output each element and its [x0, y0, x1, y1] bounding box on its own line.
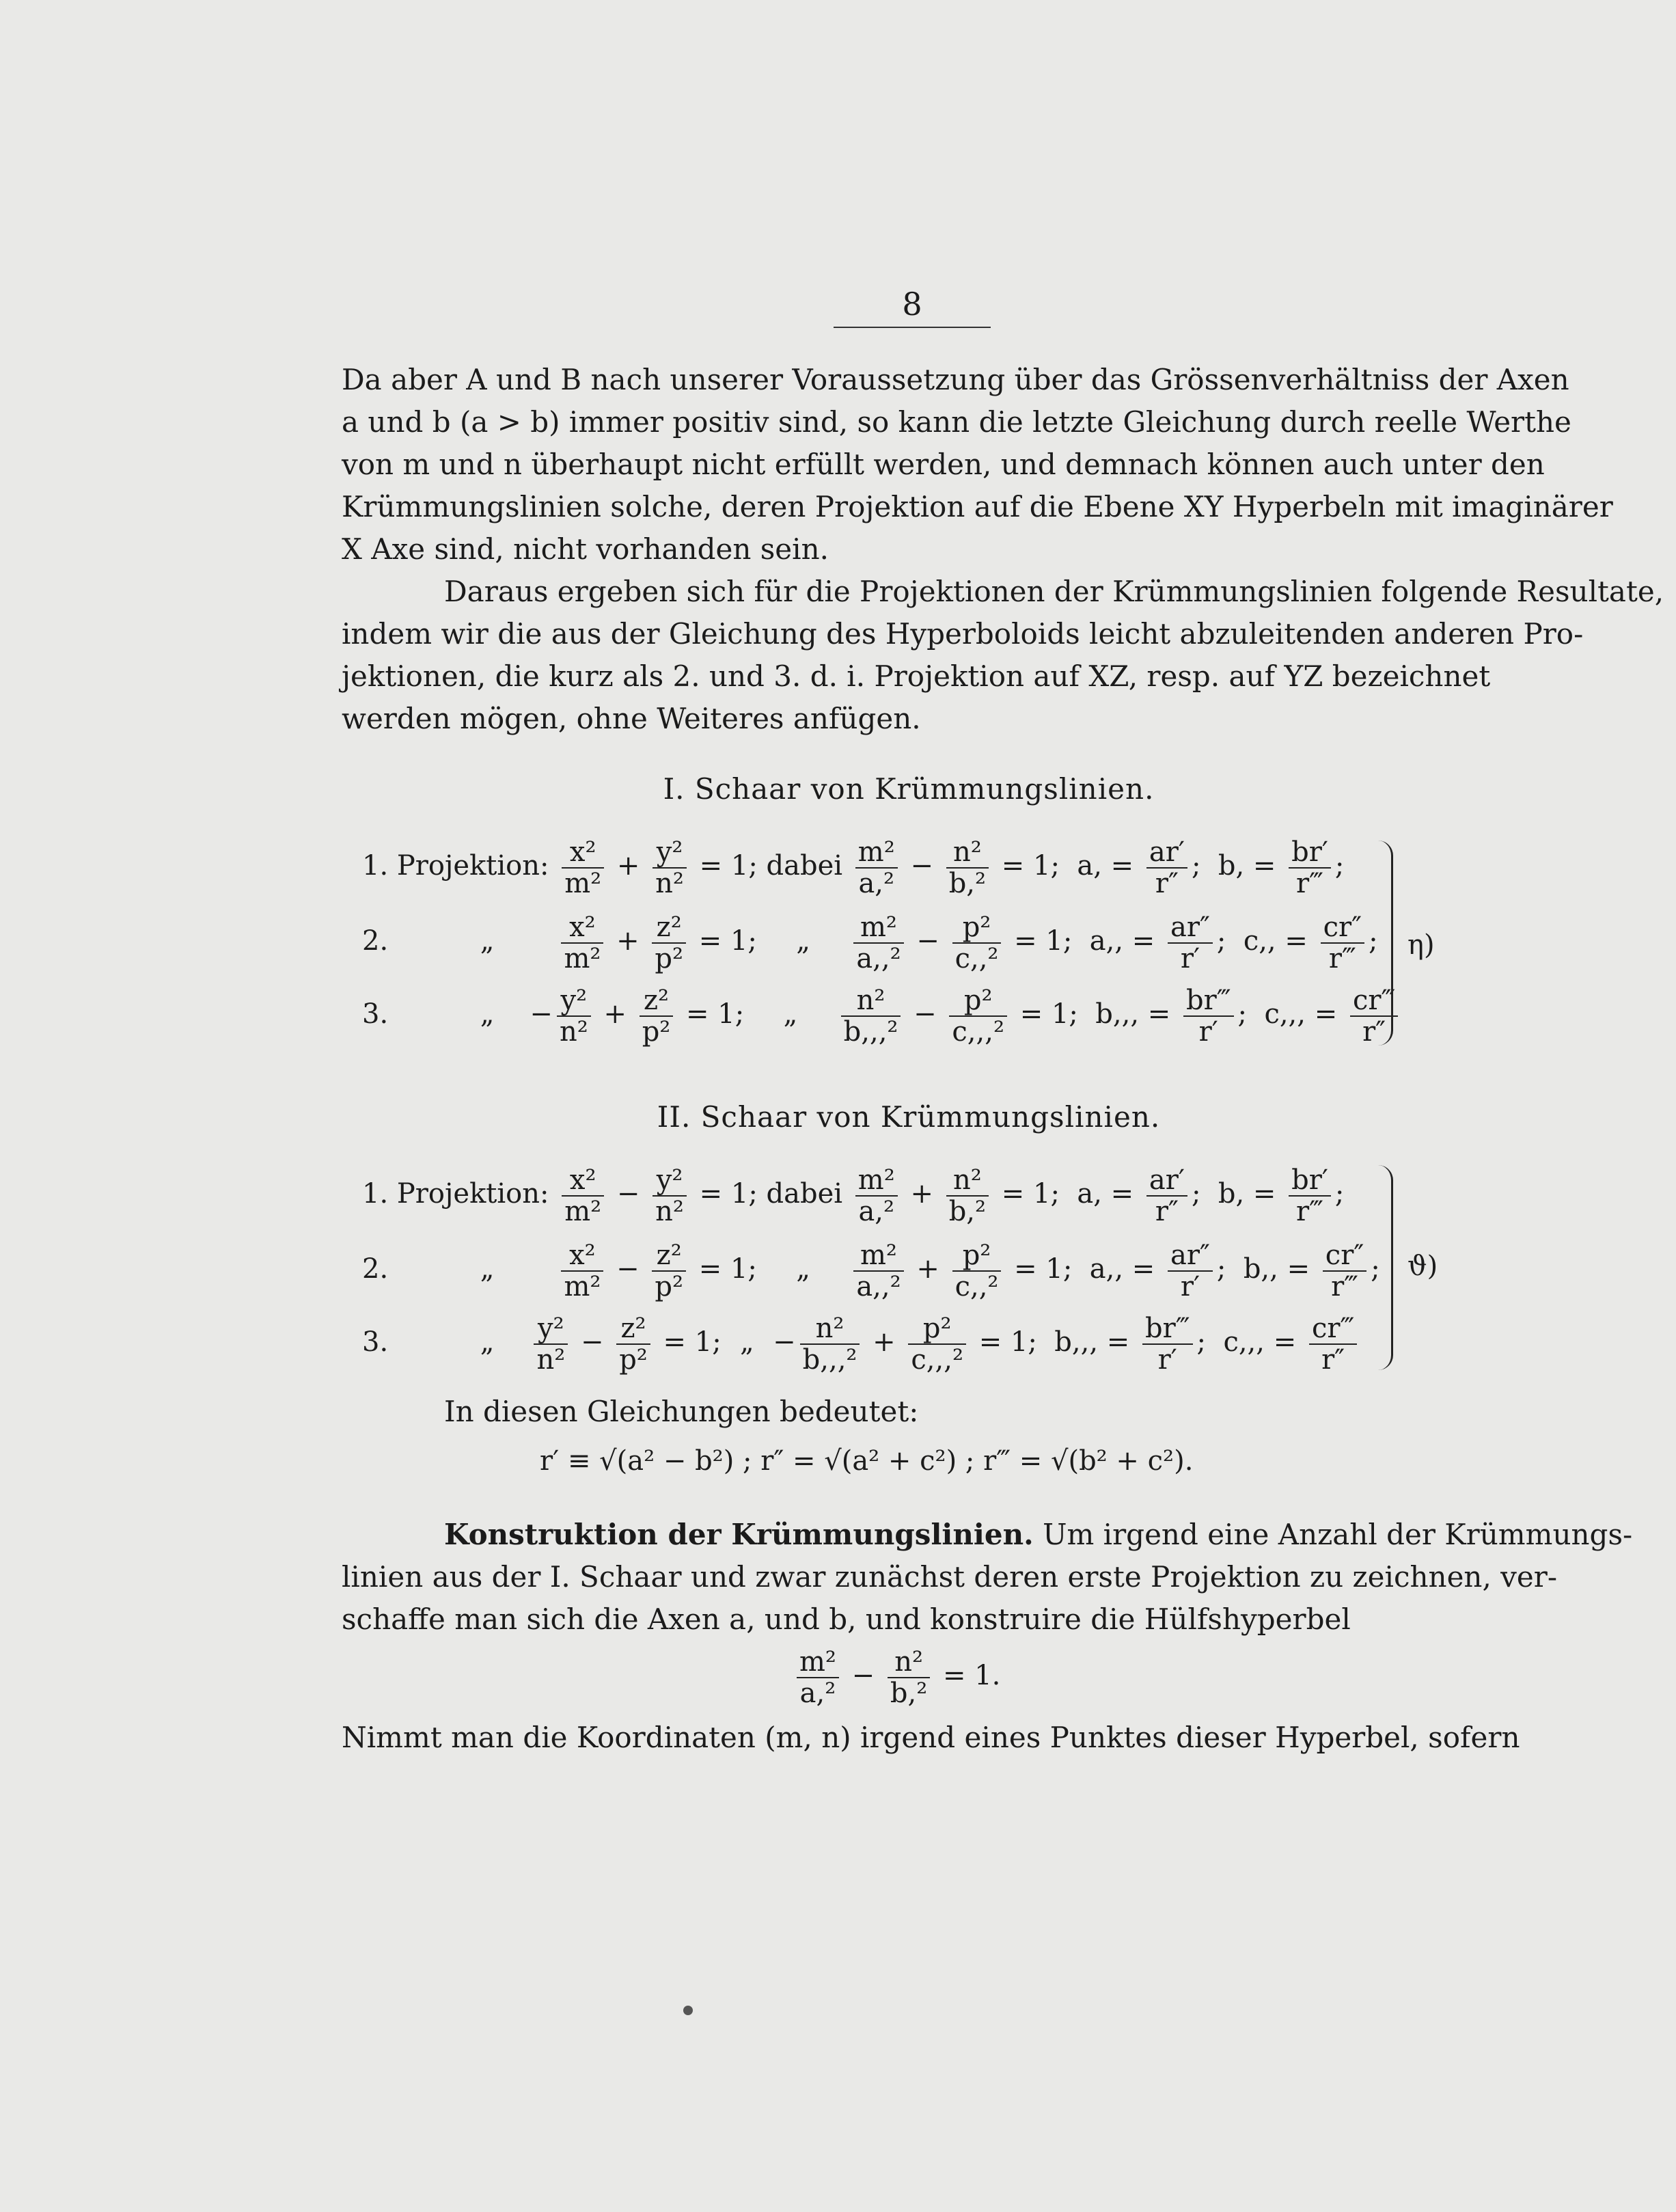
equation-tag: ϑ) [1407, 1251, 1438, 1282]
equation-label: 3. [362, 1326, 389, 1358]
paragraph-3 [342, 1514, 1633, 1641]
right-brace [1373, 1165, 1393, 1370]
equation-s2-row2: 2. „ $\frac{\text{x²}}{\text{m²}}$ − $\frac{\text{z²}}{\text{p²}}$ = 1; „ $\frac{\text{m²}}{\text{a,,²}}$ + $\frac{\text{p²}}{\text{c,,²}}$ = 1; a,, = $\frac{ar''}{r'}$ ; b,, = $\frac{cr''}{r‴}$ ; [362, 1240, 1380, 1302]
text-line: indem wir die aus der Gleichung des Hyperboloids leicht abzuleitenden anderen Pro- [342, 617, 1584, 651]
page-number: 8 [834, 286, 991, 328]
text-line: In diesen Gleichungen bedeutet: [444, 1395, 919, 1428]
text-line: werden mögen, ohne Weiteres anfügen. [342, 702, 921, 735]
text-line: Krümmungslinien solche, deren Projektion auf die Ebene XY Hyperbeln mit imaginärer [342, 490, 1613, 523]
text-line [342, 1514, 1633, 1556]
text-line: Nimmt man die Koordinaten (m, n) irgend eines Punktes dieser Hyperbel, sofern [342, 1721, 1520, 1754]
r-definition: r′ ≡ √(a² − b²) ; r″ = √(a² + c²) ; r‴ = √(b² + c²). [540, 1445, 1194, 1477]
equation-s1-row2: 2. „ $\frac{\text{x²}}{\text{m²}}$ + $\frac{\text{z²}}{\text{p²}}$ = 1; „ $\frac{\text{m²}}{\text{a,,²}}$ − $\frac{\text{p²}}{\text{c,,²}}$ = 1; a,, = $\frac{ar''}{r'}$ ; c,, = $\frac{cr''}{r‴}$ ; [362, 912, 1378, 974]
paragraph-4 [342, 1717, 1520, 1759]
equation-s2-row1: 1. Projektion: $\frac{\text{x²}}{\text{m²}}$ − $\frac{\text{y²}}{\text{n²}}$ = 1; dabei $\frac{\text{m²}}{\text{a,²}}$ + $\frac{\text{n²}}{\text{b,²}}$ = 1; a, = $\frac{ar'}{r''}$ ; b, = $\frac{br'}{r‴}$ ; [362, 1164, 1345, 1227]
ditto-mark: „ [740, 1326, 754, 1358]
ink-spot [683, 2006, 693, 2015]
text-line: Daraus ergeben sich für die Projektionen der Krümmungslinien folgende Resultate, [444, 575, 1664, 608]
text-line: linien aus der I. Schaar und zwar zunächst deren erste Projektion zu zeichnen, ver- [342, 1560, 1558, 1594]
bold-heading: Konstruktion der Krümmungslinien. [444, 1518, 1034, 1551]
equation-label: 2. [362, 925, 389, 957]
equation-s1-row3: 3. „ − $\frac{\text{y²}}{\text{n²}}$ + $\frac{\text{z²}}{\text{p²}}$ = 1; „ $\frac{\text{n²}}{\text{b,,,²}}$ − $\frac{\text{p²}}{\text{c,,,²}}$ = 1; b,,, = $\frac{br‴}{r'}$ ; c,,, = $\frac{cr‴}{r''}$ [362, 985, 1402, 1047]
dabei-word: dabei [766, 1178, 843, 1210]
ditto-mark: „ [480, 998, 495, 1030]
text-line: schaffe man sich die Axen a, und b, und konstruire die Hülfshyperbel [342, 1602, 1351, 1636]
paragraph-2 [342, 571, 1664, 740]
ditto-mark: „ [796, 1253, 810, 1285]
text-line: Da aber A und B nach unserer Voraussetzung über das Grössenverhältniss der Axen [342, 363, 1569, 396]
text-line: von m und n überhaupt nicht erfüllt werden, und demnach können auch unter den [342, 448, 1545, 481]
text-line: a und b (a > b) immer positiv sind, so kann die letzte Gleichung durch reelle Werthe [342, 405, 1571, 439]
equation-label: 1. Projektion: [362, 850, 549, 882]
text-fragment: Um irgend eine Anzahl der Krümmungs- [1043, 1518, 1633, 1551]
equation-label: 1. Projektion: [362, 1178, 549, 1210]
ditto-mark: „ [783, 998, 798, 1030]
right-brace [1373, 841, 1393, 1046]
equation-tag: η) [1407, 929, 1435, 961]
dabei-word: dabei [766, 850, 843, 882]
equation-label: 3. [362, 998, 389, 1030]
hyperbola-equation: $\frac{\text{m²}}{\text{a,²}}$ − $\frac{\text{n²}}{\text{b,²}}$ = 1. [793, 1647, 1000, 1708]
ditto-mark: „ [480, 1326, 495, 1358]
equation-label: 2. [362, 1253, 389, 1285]
equation-s1-row1: 1. Projektion: $\frac{\text{x²}}{\text{m²}}$ + $\frac{\text{y²}}{\text{n²}}$ = 1; dabei $\frac{\text{m²}}{\text{a,²}}$ − $\frac{\text{n²}}{\text{b,²}}$ = 1; a, = $\frac{ar'}{r''}$ ; b, = $\frac{br'}{r‴}$ ; [362, 836, 1345, 899]
ditto-mark: „ [480, 1253, 495, 1285]
paragraph-1 [342, 359, 1613, 571]
section-heading-1: I. Schaar von Krümmungslinien. [663, 772, 1155, 806]
text-line: jektionen, die kurz als 2. und 3. d. i. Projektion auf XZ, resp. auf YZ bezeichnet [342, 659, 1491, 693]
meaning-line [444, 1391, 1401, 1433]
text-line: X Axe sind, nicht vorhanden sein. [342, 532, 829, 566]
section-heading-2: II. Schaar von Krümmungslinien. [657, 1100, 1161, 1134]
equation-s2-row3: 3. „ $\frac{\text{y²}}{\text{n²}}$ − $\frac{\text{z²}}{\text{p²}}$ = 1; „ − $\frac{\text{n²}}{\text{b,,,²}}$ + $\frac{\text{p²}}{\text{c,,,²}}$ = 1; b,,, = $\frac{br‴}{r'}$ ; c,,, = $\frac{cr‴}{r''}$ [362, 1313, 1361, 1375]
ditto-mark: „ [796, 925, 810, 957]
ditto-mark: „ [480, 925, 495, 957]
